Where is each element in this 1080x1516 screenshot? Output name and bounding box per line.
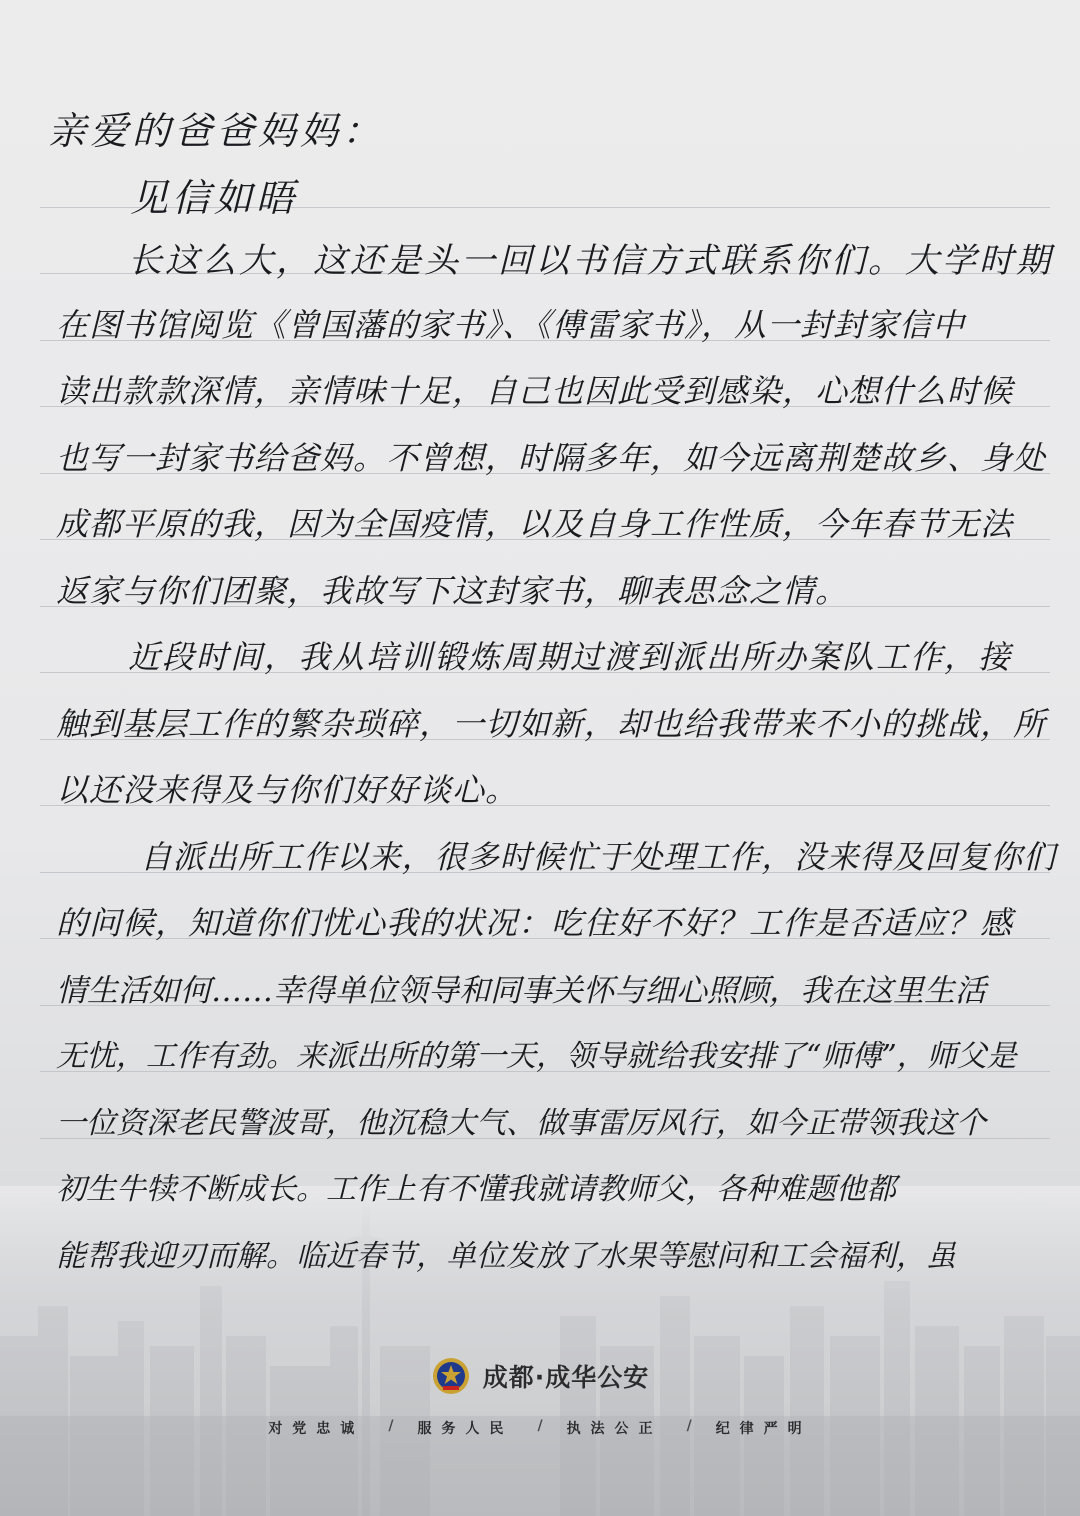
letter-line: 返家与你们团聚，我故写下这封家书，聊表思念之情。 <box>56 571 849 610</box>
motto-separator: / <box>686 1418 692 1434</box>
police-emblem-icon <box>431 1356 471 1396</box>
letter-line: 情生活如何……幸得单位领导和同事关怀与细心照顾，我在这里生活 <box>56 972 986 1009</box>
brand-name: 成都·成华公安 <box>482 1363 650 1392</box>
letter-line: 成都平原的我，因为全国疫情，以及自身工作性质，今年春节无法 <box>56 505 1014 543</box>
letter-line: 长这么大，这还是头一回以书信方式联系你们。大学时期 <box>128 241 1053 281</box>
footer-brand <box>0 1356 1080 1401</box>
letter-line: 在图书馆阅览《曾国藩的家书》、《傅雷家书》，从一封封家信中 <box>56 305 966 344</box>
letter-line: 以还没来得及与你们好好谈心。 <box>56 771 519 809</box>
letter-line: 也写一封家书给爸妈。不曾想，时隔多年，如今远离荆楚故乡、身处 <box>56 438 1047 477</box>
motto-item: 对党忠诚 <box>268 1421 365 1437</box>
letter-line: 能帮我迎刃而解。临近春节，单位发放了水果等慰问和工会福利，虽 <box>56 1238 956 1274</box>
letter-line: 一位资深老民警波哥，他沉稳大气、做事雷厉风行，如今正带领我这个 <box>56 1105 986 1141</box>
motto-item: 服务人民 <box>417 1421 514 1437</box>
letter-line: 无忧，工作有劲。来派出所的第一天，领导就给我安排了“师傅”，师父是 <box>56 1039 1017 1074</box>
letter-line: 近段时间，我从培训锻炼周期过渡到派出所办案队工作，接 <box>128 638 1013 676</box>
greeting-line: 见信如晤 <box>130 175 299 220</box>
motto-separator: / <box>388 1418 394 1434</box>
motto-separator: / <box>537 1418 543 1434</box>
letter-line: 读出款款深情，亲情味十足，自己也因此受到感染，心想什么时候 <box>56 372 1014 410</box>
motto-item: 执法公正 <box>566 1421 663 1437</box>
footer-motto <box>0 1418 1080 1438</box>
letter-line: 触到基层工作的繁杂琐碎，一切如新，却也给我带来不小的挑战，所 <box>56 704 1047 743</box>
motto-item: 纪律严明 <box>715 1421 812 1437</box>
letter-line: 初生牛犊不断成长。工作上有不懂我就请教师父，各种难题他都 <box>56 1172 896 1207</box>
salutation: 亲爱的爸爸妈妈： <box>48 109 385 153</box>
letter-line: 的问候，知道你们忧心我的状况：吃住好不好？工作是否适应？感 <box>56 904 1014 942</box>
letter-line: 自派出所工作以来，很多时候忙于处理工作，没来得及回复你们 <box>140 837 1056 876</box>
